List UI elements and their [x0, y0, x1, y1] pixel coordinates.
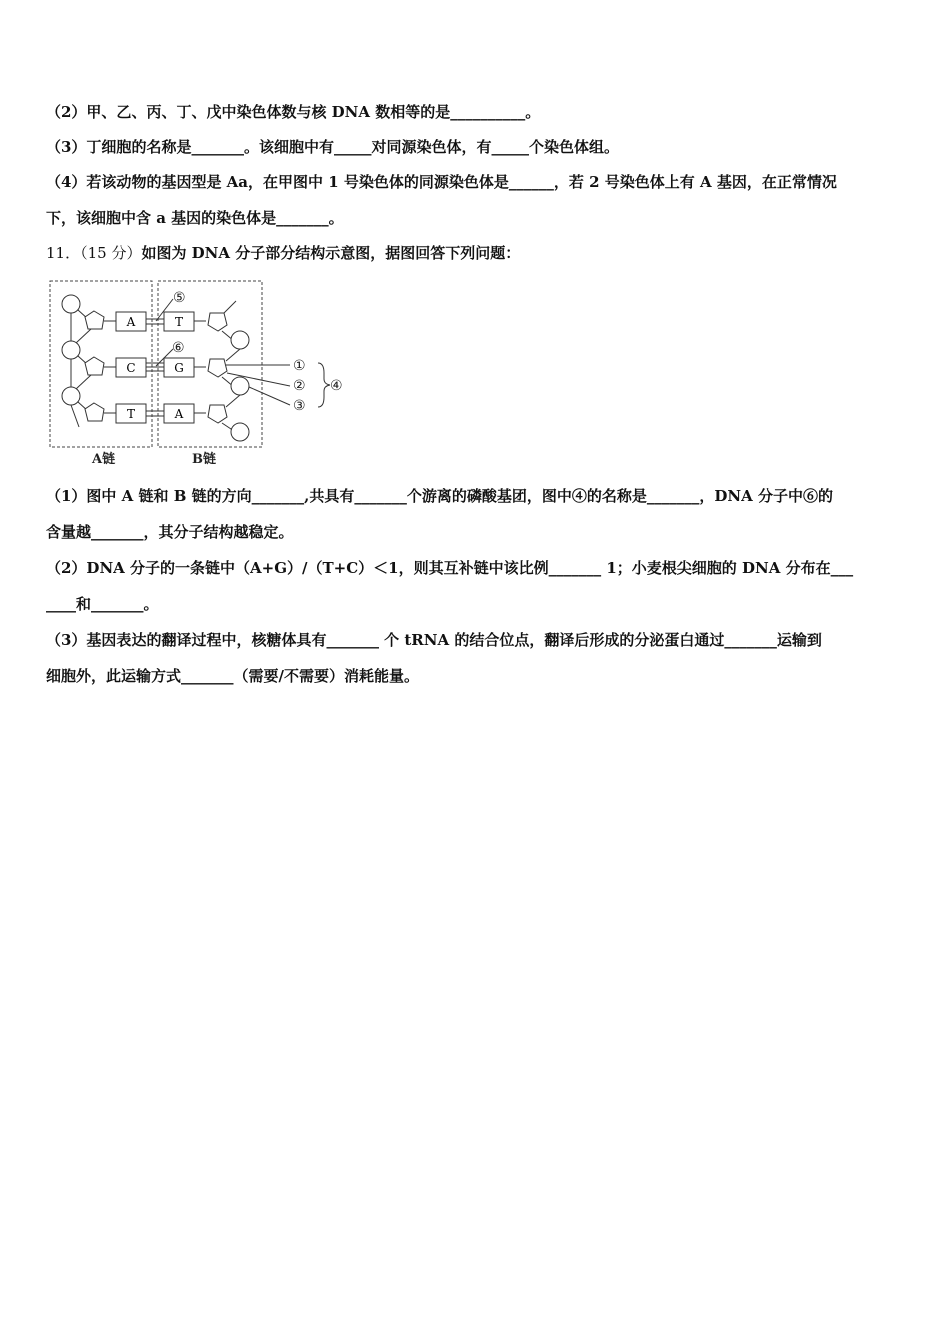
- marker-1: ①: [293, 358, 306, 374]
- dna-structure-diagram: [46, 277, 346, 469]
- marker-2: ②: [293, 378, 306, 394]
- marker-5: ⑤: [173, 290, 186, 306]
- marker-6: ⑥: [172, 340, 185, 356]
- chain-b-backbone: [194, 301, 249, 441]
- q11-part2-line2: ____和_______。: [46, 595, 159, 613]
- base-label: T: [174, 315, 184, 329]
- deoxyribose-pentagon: [208, 405, 227, 423]
- chain-a-backbone: [62, 295, 116, 427]
- chain-b-bases: [164, 312, 194, 423]
- deoxyribose-pentagon: [85, 357, 104, 375]
- q11-part2-line1: （2）DNA 分子的一条链中（A+G）/（T+C）＜1，则其互补链中该比例_______ 1；小麦根尖细胞的 DNA 分布在___: [46, 559, 854, 577]
- q11-part1-line1: （1）图中 A 链和 B 链的方向_______,共具有_______个游离的磷酸基团，图中④的名称是_______，DNA 分子中⑥的: [46, 487, 833, 505]
- hydrogen-bonds: [146, 319, 164, 416]
- phosphate-circle: [231, 377, 249, 395]
- chain-b-label: B链: [192, 452, 216, 467]
- deoxyribose-pentagon: [85, 311, 104, 329]
- deoxyribose-pentagon: [208, 359, 227, 377]
- base-label: C: [126, 361, 136, 375]
- phosphate-circle: [62, 387, 80, 405]
- diagram-markers: [172, 290, 343, 414]
- q11-prompt: 如图为 DNA 分子部分结构示意图，据图回答下列问题：: [141, 244, 521, 262]
- deoxyribose-pentagon: [85, 403, 104, 421]
- phosphate-circle: [62, 341, 80, 359]
- q11-header: [46, 243, 520, 263]
- marker-3: ③: [293, 398, 306, 414]
- q10-part3: （3）丁细胞的名称是_______。该细胞中有_____对同源染色体，有_____个染色体组。: [46, 138, 619, 156]
- base-label: A: [174, 407, 184, 421]
- q11-part3-line2: 细胞外，此运输方式_______（需要/不需要）消耗能量。: [46, 667, 419, 685]
- base-label: G: [174, 361, 184, 375]
- phosphate-circle: [231, 331, 249, 349]
- q10-part4-line1: （4）若该动物的基因型是 Aa，在甲图中 1 号染色体的同源染色体是______，若 2 号染色体上有 A 基因，在正常情况: [46, 173, 837, 191]
- q10-part2: （2）甲、乙、丙、丁、戊中染色体数与核 DNA 数相等的是__________。: [46, 103, 541, 121]
- chain-a-bases: [116, 312, 146, 423]
- phosphate-circle: [62, 295, 80, 313]
- q11-number: 11．（15 分）: [46, 244, 142, 262]
- phosphate-circle: [231, 423, 249, 441]
- base-label: T: [126, 407, 136, 421]
- chain-a-label: A链: [92, 452, 116, 467]
- deoxyribose-pentagon: [208, 313, 227, 331]
- marker-4: ④: [330, 378, 343, 394]
- q11-part3-line1: （3）基因表达的翻译过程中，核糖体具有_______ 个 tRNA 的结合位点，翻译后形成的分泌蛋白通过_______运输到: [46, 631, 822, 649]
- q10-part4-line2: 下，该细胞中含 a 基因的染色体是_______。: [46, 209, 344, 227]
- q11-part1-line2: 含量越_______，其分子结构越稳定。: [46, 523, 294, 541]
- base-label: A: [126, 315, 136, 329]
